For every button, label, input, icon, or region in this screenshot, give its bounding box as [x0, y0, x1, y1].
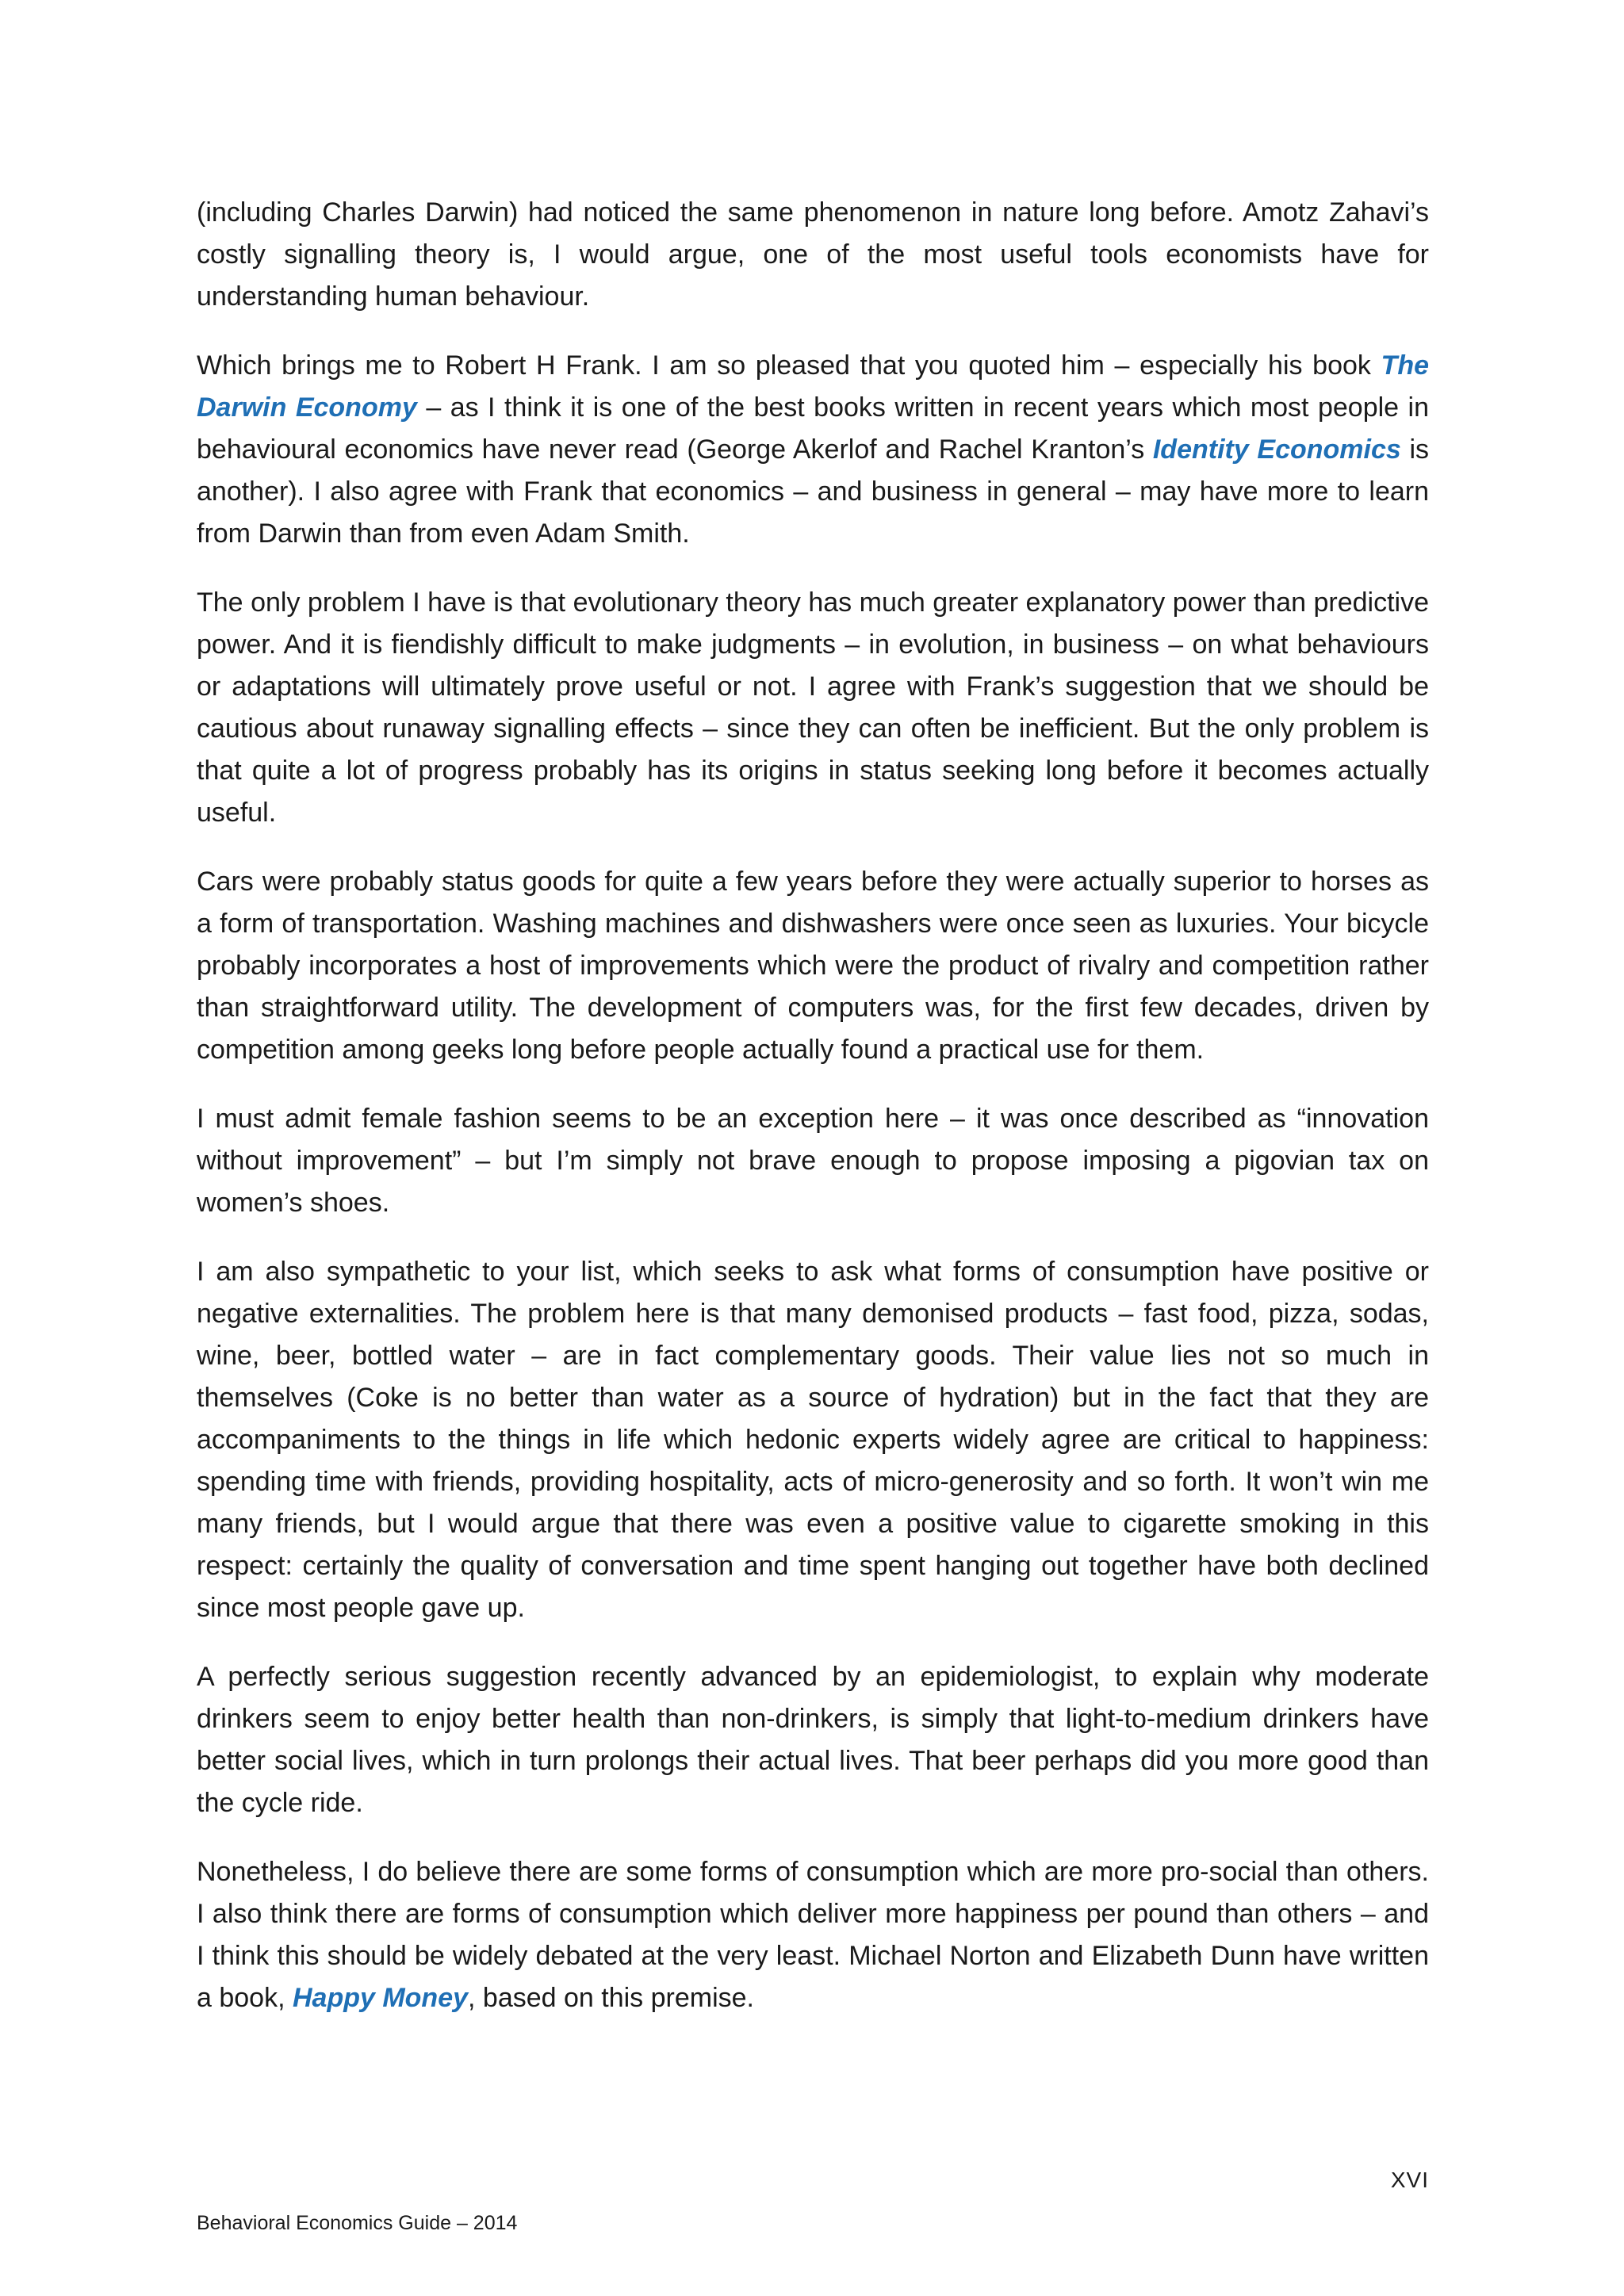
paragraph-text: is another). I also agree with Frank that economics – and business in general – may have more to learn from Darwin than from even Adam Smith.	[197, 434, 1429, 549]
paragraph-text: – as I think it is one of the best books written in recent years which most people in behavioural economics have never read (George Akerlof and Rachel Kranton’s	[197, 392, 1429, 465]
paragraph-text: The only problem I have is that evolutionary theory has much greater explanatory power than predictive power. And it is fiendishly difficult to make judgments – in evolution, in business – on what behaviours or adaptations will ultimately prove useful or not. I agree with Frank’s suggestion that we should be cautious about runaway signalling effects – since they can often be inefficient. But the only problem is that quite a lot of progress probably has its origins in status seeking long before it becomes actually useful.	[197, 587, 1429, 828]
footer-title: Behavioral Economics Guide – 2014	[197, 2212, 518, 2234]
paragraph	[197, 1851, 1429, 2019]
paragraph-text: Nonetheless, I do believe there are some forms of consumption which are more pro-social than others. I also think there are forms of consumption which deliver more happiness per pound than others – and I think this should be widely debated at the very least. Michael Norton and Elizabeth Dunn have written a book,	[197, 1857, 1429, 2013]
paragraph	[197, 1251, 1429, 1629]
page-number: XVI	[1390, 2168, 1429, 2192]
paragraph	[197, 192, 1429, 318]
paragraph-text: (including Charles Darwin) had noticed the same phenomenon in nature long before. Amotz Zahavi’s costly signalling theory is, I would argue, one of the most useful tools economists have for understanding human behaviour.	[197, 197, 1429, 312]
paragraph	[197, 345, 1429, 555]
book-title-link[interactable]: The Darwin Economy	[197, 350, 1429, 423]
paragraph	[197, 1098, 1429, 1224]
paragraph	[197, 861, 1429, 1071]
paragraph-text: , based on this premise.	[468, 1983, 754, 2013]
book-title-link[interactable]: Identity Economics	[1152, 434, 1401, 465]
paragraph	[197, 1656, 1429, 1824]
paragraph-text: Which brings me to Robert H Frank. I am so pleased that you quoted him – especially his book	[197, 350, 1381, 381]
paragraph-text: A perfectly serious suggestion recently advanced by an epidemiologist, to explain why moderate drinkers seem to enjoy better health than non-drinkers, is simply that light-to-medium drinkers have better social lives, which in turn prolongs their actual lives. That beer perhaps did you more good than the cycle ride.	[197, 1662, 1429, 1818]
paragraph-text: I am also sympathetic to your list, which seeks to ask what forms of consumption have positive or negative externalities. The problem here is that many demonised products – fast food, pizza, sodas, wine, beer, bottled water – are in fact complementary goods. Their value lies not so much in themselves (Coke is no better than water as a source of hydration) but in the fact that they are accompaniments to the things in life which hedonic experts widely agree are critical to happiness: spending time with friends, providing hospitality, acts of micro-generosity and so forth. It won’t win me many friends, but I would argue that there was even a positive value to cigarette smoking in this respect: certainly the quality of conversation and time spent hanging out together have both declined since most people gave up.	[197, 1257, 1429, 1623]
book-title-link[interactable]: Happy Money	[292, 1983, 469, 2013]
paragraph	[197, 582, 1429, 834]
document-body	[197, 192, 1429, 2046]
paragraph-text: Cars were probably status goods for quite a few years before they were actually superior to horses as a form of transportation. Washing machines and dishwashers were once seen as luxuries. Your bicycle probably incorporates a host of improvements which were the product of rivalry and competition rather than straightforward utility. The development of computers was, for the first few decades, driven by competition among geeks long before people actually found a practical use for them.	[197, 867, 1429, 1065]
paragraph-text: I must admit female fashion seems to be an exception here – it was once described as “innovation without improvement” – but I’m simply not brave enough to propose imposing a pigovian tax on women’s shoes.	[197, 1104, 1429, 1218]
